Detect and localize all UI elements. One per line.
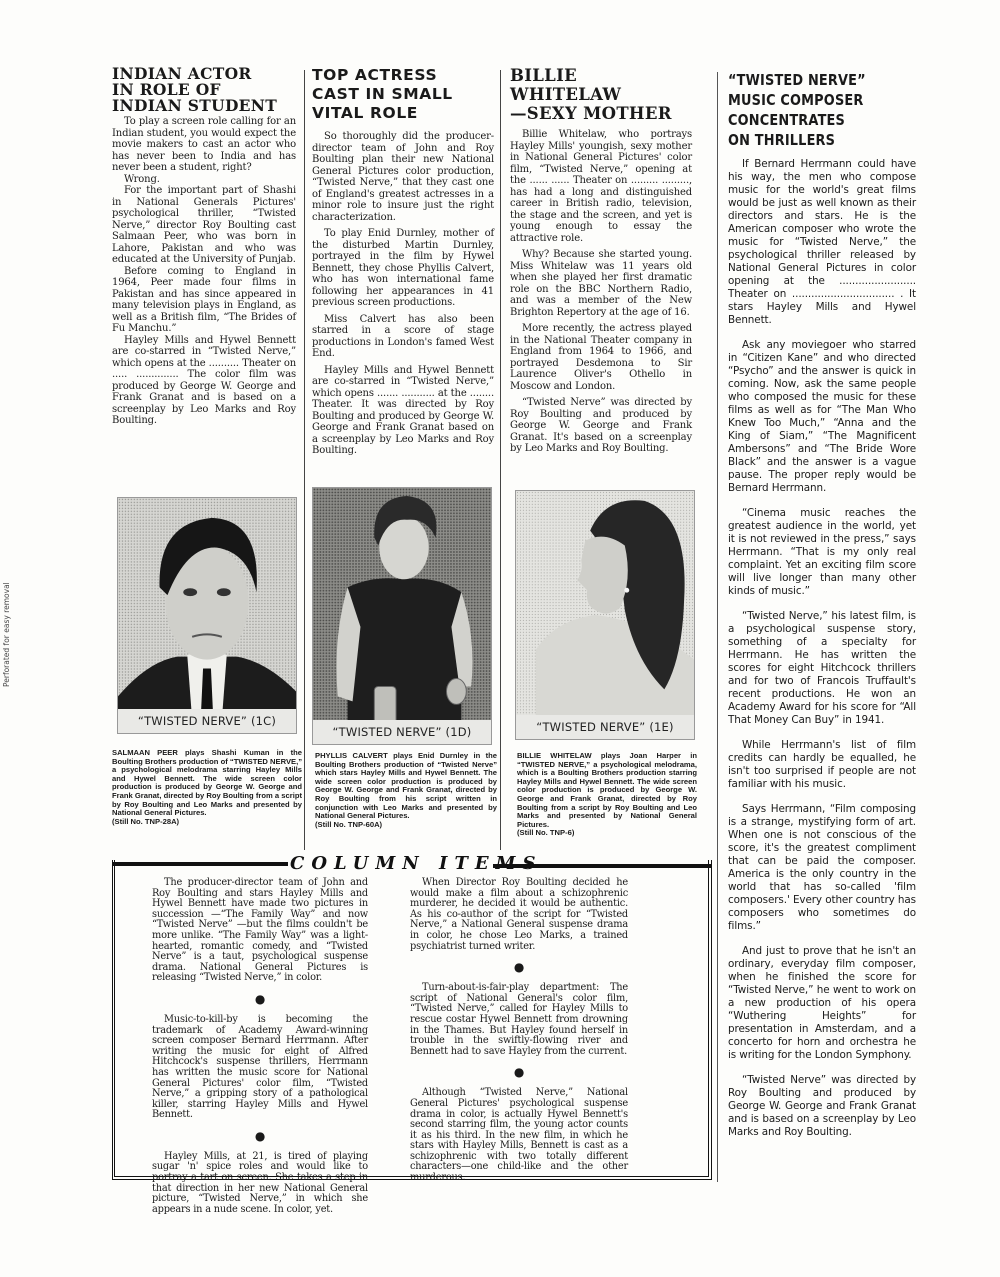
paragraph: Hayley Mills and Hywel Bennett are co-starred in “Twisted Nerve,” which opens at the .......... Theater on ..... .............. The color film was produced by George W. George and Frank Granat and is based on a screenplay by Leo Marks and Roy Boulting. [112,334,296,426]
portrait-woman-bottle-image [313,488,491,744]
column-item: Turn-about-is-fair-play department: The script of National General's color film, “Twisted Nerve,” called for Hayley Mills to rescue costar Hywel Bennett from drowning in the Thames. But Hayley found herself in trouble in the swiftly-flowing river and Bennett had to save Hayley from the current. [410,982,628,1057]
article-body [312,131,494,457]
column-item: Hayley Mills, at 21, is tired of playing sugar 'n' spice roles and would like to portray a tart on screen. She takes a step in that direction in her new National General picture, “Twisted Nerve,” in which she appears in a nude scene. In color, yet. [152,1150,368,1215]
paragraph: Why? Because she started young. Miss Whitelaw was 11 years old when she played her first dramatic role on the BBC Northern Radio, and was a member of the New Brighton Repertory at the age of 16. [510,249,692,318]
paragraph: Before coming to England in 1964, Peer made four films in Pakistan and has since appeared in many television plays in England, as well as a British film, “The Brides of Fu Manchu.” [112,265,296,334]
column-items-title: COLUMN ITEMS [290,853,543,874]
article-music-composer [728,70,916,1151]
paragraph: “Cinema music reaches the greatest audience in the world, yet it is not reviewed in the press,” says Herrmann. “That is my only real complaint. Yet an exciting film score will live longer than many other kinds of music.” [728,507,916,597]
column-divider [304,70,305,850]
paragraph: Wrong. [124,173,160,185]
paragraph: If Bernard Herrmann could have his way, the men who compose music for the world's great films would be just as well known as their directors and stars. He is the American composer who wrote the music for “Twisted Nerve,” the psychological thriller released by National General Pictures in color opening at the ........................ Theater on ................................ . It stars Hayley Mills and Hywel Bennett. [728,158,916,326]
paragraph: Ask any moviegoer who starred in “Citizen Kane” and who directed “Psycho” and the answer is quick in coming. Now, ask the same people who composed the music for these films as well as for “The Man Who Knew Too Much,” “Anna and the King of Siam,” “The Magnificent Ambersons” and “The Bride Wore Black” and the answer is a vague pause. The proper reply would be Bernard Herrmann. [728,339,916,494]
photo-salmaan-peer [117,497,297,734]
paragraph: Miss Calvert has also been starred in a score of stage productions in London's famed West End. [312,313,494,359]
paragraph: While Herrmann's list of film credits can hardly be equalled, he isn't too surprised if people are not familiar with his music. [728,739,916,790]
column-divider [717,72,718,1182]
photo-billie-whitelaw [515,490,695,740]
bullet-separator-icon: ● [513,1065,525,1080]
paragraph: Hayley Mills and Hywel Bennett are co-starred in “Twisted Nerve,” which opens ....... ........... at the ........ Theater. It was directed by Roy Boulting and produced by George W. George and Frank Granat based on a screenplay by Leo Marks and Roy Boulting. [312,364,494,456]
headline-line: VITAL ROLE [312,104,418,122]
article-headline [312,66,494,123]
column-item: Although “Twisted Nerve,” National General Pictures' psychological suspense drama in color, is actually Hywel Bennett's second starring film, the young actor counts it as his third. In the new film, in which he stars with Hayley Mills, Bennett is cast as a schizophrenic with two totally different characters—one child-like and the other murderous. [410,1087,628,1184]
article-indian-actor [112,66,296,427]
photo-caption [112,749,302,826]
caption-text: SALMAAN PEER plays Shashi Kuman in the Boulting Brothers production of “TWISTED NERVE,” a psychological melodrama starring Hayley Mills and Hywel Bennett. The wide screen color production is produced by George W. George and Frank Granat, directed by Roy Boulting from a script by Roy Boulting and Leo Marks and presented by National General Pictures. [112,748,302,818]
headline-line: INDIAN ACTOR [112,64,252,83]
article-top-actress [312,66,494,457]
still-number: (Still No. TNP-60A) [315,819,383,829]
headline-line: “TWISTED NERVE” [728,71,866,89]
photo-caption [517,752,697,838]
portrait-man-image [118,498,296,733]
headline-line: IN ROLE OF [112,80,221,99]
headline-line: —SEXY MOTHER [510,104,672,123]
article-headline [510,66,692,123]
article-billie-whitelaw [510,66,692,455]
column-items-right [410,878,628,1184]
paragraph: And just to prove that he isn't an ordinary, everyday film composer, when he finished the score for “Twisted Nerve,” he went to work on a new production of his opera “Wuthering Heights” for presentation in Amsterdam, and a concerto for horn and orchestra he is writing for the London Symphony. [728,945,916,1061]
column-item: The producer-director team of John and Roy Boulting and stars Hayley Mills and Hywel Bennett have made two pictures in succession —“The Family Way” and now “Twisted Nerve” —but the films couldn't be more unlike. “The Family Way” was a light-hearted, romantic comedy, and “Twisted Nerve” is a taut, psychological suspense drama. National General Pictures is releasing “Twisted Nerve,” in color. [152,877,368,984]
article-headline [112,66,296,114]
paragraph: So thoroughly did the producer-director team of John and Roy Boulting plan their new National General Pictures color production, “Twisted Nerve,” that they cast one of England's greatest actresses in a minor role to insure just the right characterization. [312,131,494,223]
still-number: (Still No. TNP-6) [517,828,575,838]
article-body [510,129,692,455]
paragraph: More recently, the actress played in the National Theater company in England from 1964 to 1966, and portrayed Desdemona to Sir Laurence Oliver's Othello in Moscow and London. [510,323,692,392]
photo-label: “TWISTED NERVE” (1D) [313,720,491,744]
bullet-separator-icon: ● [513,960,525,975]
caption-text: BILLIE WHITELAW plays Joan Harper in “TWISTED NERVE,” a psychological melodrama, which is a Boulting Brothers production starring Hayley Mills and Hywel Bennett. The wide screen color production is produced by George W. George and Frank Granat, directed by Roy Boulting from a script by Roy Boulting and Leo Marks and presented by National General Pictures. [517,751,697,829]
bullet-separator-icon: ● [254,991,266,1006]
caption-text: PHYLLIS CALVERT plays Enid Durnley in the Boulting Brothers production of “Twisted Nerve” which stars Hayley Mills and Hywel Bennett. The wide screen color production is produced by George W. George and Frank Granat, directed by Roy Boulting from his script written in conjunction with Leo Marks and presented by National General Pictures. [315,751,497,821]
column-divider [500,70,501,850]
perforation-note: Perforated for easy removal [2,582,11,688]
article-body [728,158,916,1139]
frame-rule [112,862,288,866]
headline-line: CONCENTRATES [728,111,845,129]
column-item: When Director Roy Boulting decided he would make a film about a schizophrenic murderer, he decided it would be authentic. As his co-author of the script for “Twisted Nerve,” a National General suspense drama in color, he chose Leo Marks, a trained psychiatrist turned writer. [410,877,628,952]
column-items-left [152,878,368,1215]
headline-line: TOP ACTRESS [312,66,438,84]
photo-caption [315,752,497,829]
still-number: (Still No. TNP-28A) [112,816,180,826]
photo-label: “TWISTED NERVE” (1E) [516,715,694,739]
headline-line: ON THRILLERS [728,131,836,149]
paragraph: Says Herrmann, “Film composing is a strange, mystifying form of art. When one is not conscious of the score, it's the greatest compliment that can be paid the composer. America is the only country in the world that has so-called 'film composers.' Every other country has composers who sometimes do films.” [728,803,916,932]
headline-line: INDIAN STUDENT [112,96,278,115]
paragraph: To play Enid Durnley, mother of the disturbed Martin Durnley, portrayed in the film by Hywel Bennett, they chose Phyllis Calvert, who has won international fame following her appearances in 41 previous screen productions. [312,228,494,308]
paragraph: “Twisted Nerve” was directed by Roy Boulting and produced by George W. George and Frank Granat. It's based on a screenplay by Leo Marks and Roy Boulting. [510,397,692,454]
headline-line: BILLIE WHITELAW [510,66,622,104]
paragraph: “Twisted Nerve,” his latest film, is a psychological suspense story, something of a specialty for Herrmann. He has written the scores for eight Hitchcock thrillers and for two of Francois Truffault's recent productions. He won an Academy Award for his score for “All That Money Can Buy” in 1941. [728,610,916,726]
headline-line: CAST IN SMALL [312,85,453,103]
paragraph: For the important part of Shashi in National Generals Pictures' psychological thriller, “Twisted Nerve,” director Roy Boulting cast Salmaan Peer, who was born in Lahore, Pakistan and who was educated at the University of Punjab. [112,185,296,265]
column-item: Music-to-kill-by is becoming the trademark of Academy Award-winning screen composer Bernard Herrmann. After writing the music for eight of Alfred Hitchcock's suspense thrillers, Herrmann has written the music score for National General Pictures' color film, “Twisted Nerve,” a gripping story of a pathological killer, starring Hayley Mills and Hywel Bennett. [152,1013,368,1121]
bullet-separator-icon: ● [254,1128,266,1143]
paragraph: “Twisted Nerve” was directed by Roy Boulting and produced by George W. George and Frank Granat and is based on a screenplay by Leo Marks and Roy Boulting. [728,1074,916,1138]
portrait-woman-profile-image [516,491,694,739]
photo-phyllis-calvert [312,487,492,745]
paragraph: To play a screen role calling for an Indian student, you would expect the movie makers to cast an actor who has never been to India and has never been a student, right? [112,116,296,173]
paragraph: Billie Whitelaw, who portrays Hayley Mills' youngish, sexy mother in National General Pictures' color film, “Twisted Nerve,” opening at the ...... ...... Theater on ......... ........., has had a long and distinguished career in British radio, television, the stage and the screen, and yet is young enough to essay the attractive role. [510,129,692,244]
article-headline [728,70,917,150]
photo-label: “TWISTED NERVE” (1C) [118,709,296,733]
headline-line: MUSIC COMPOSER [728,91,864,109]
article-body [112,116,296,427]
